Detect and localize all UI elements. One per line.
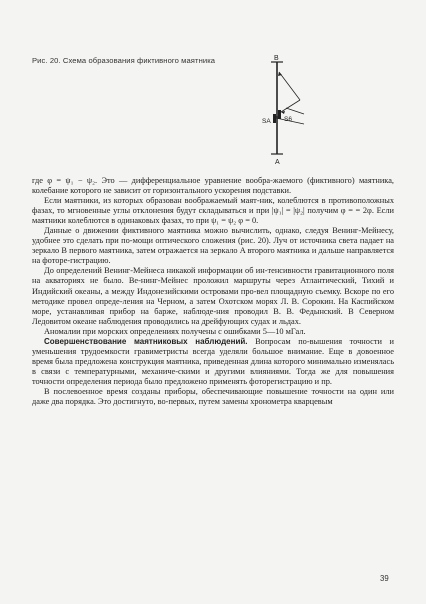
paragraph: где φ = ψ₁ − ψ₂. Это — дифференциальное уравнение вообра-жаемого (фиктивного) маятника, колебание которого не зависит от горизонтального ускорения подставки. (32, 176, 394, 196)
paragraph: Если маятники, из которых образован воображаемый маят-ник, колеблются в противоположных фазах, то мгновенные углы отклонения будут складываться и при |ψ₁| = |ψ₂| получим φ = = 2φ. Если маятники колеблются в одинаковых фазах, то при ψ₁ = ψ₂ φ = 0. (32, 196, 394, 226)
label-sa: SA (262, 118, 271, 125)
paragraph: В послевоенное время созданы приборы, обеспечивающие повышение точности на один или даже два порядка. Это достигнуто, во-первых, путем замены хронометра кварцевым (32, 386, 394, 407)
section-text: Вопросам по-вышения точности и уменьшения трудоемкости гравиметристы всегда уделяли большое внимание. Еще в довоенное время была предложена конструкция маятника, приведенная длина которого минимально изменялась в связи с температурными, механиче-скими и другими влияниями. Тогда же для повышения точности определения периода было предложено применять фоторегистрацию и пр. (32, 336, 394, 386)
label-b: B (274, 55, 279, 62)
section-heading: Совершенствование маятниковых наблюдений. (44, 336, 248, 346)
label-a: A (275, 159, 280, 165)
paragraph: Аномалии при морских определениях получены с ошибками 5—10 мГал. (44, 326, 306, 336)
label-sb: S6 (284, 116, 292, 123)
page-number: 39 (380, 574, 389, 583)
body-text (32, 176, 394, 407)
section-paragraph (32, 337, 394, 387)
paragraph: Данные о движении фиктивного маятника можно вычислить, однако, следуя Венинг-Мейнесу, удобнее это сделать при по-мощи оптического сложения (рис. 20). Луч от источника света падает на зеркало B первого маятника, затем отражается на зеркало A второго маятника и дальше направляется на фоторе-гистрацию. (32, 226, 394, 266)
paragraph: До определений Венинг-Мейнеса никакой информации об ин-тенсивности гравитационного поля на акваториях не было. Ве-нинг-Мейнес проложил маршруты через Атлантический, Тихий и Индийский океаны, а между Индонезийскими островами про-вел площадную съемку. Вскоре по его методике провел опреде-ления на Черном, а затем Охотском морях Л. В. Сорокин. На Каспийском море, устанавливая прибор на барже, наблюде-ния проводил В. В. Федынский. В Северном Ледовитом океане наблюдения проводились на дрейфующих судах и льдах. (32, 266, 394, 326)
pendulum-diagram (238, 50, 308, 165)
figure-caption: Рис. 20. Схема образования фиктивного маятника (32, 56, 216, 65)
